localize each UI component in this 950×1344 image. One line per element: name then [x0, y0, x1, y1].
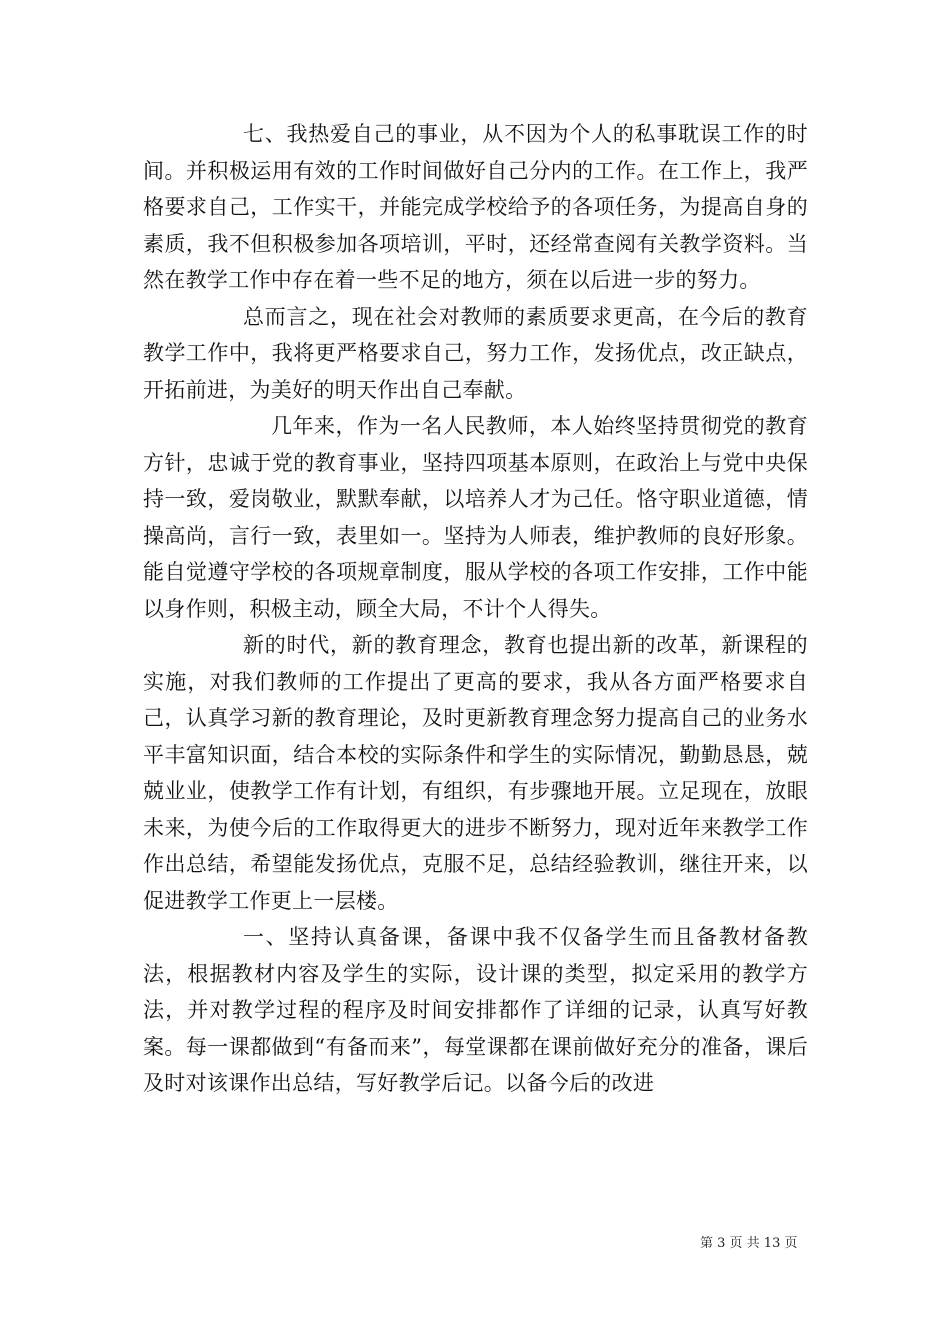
document-body	[143, 116, 808, 1102]
paragraph-dedication: 七、我热爱自己的事业，从不因为个人的私事耽误工作的时间。并积极运用有效的工作时间做好自己分内的工作。在工作上，我严格要求自己，工作实干，并能完成学校给予的各项任务，为提高自身的素质，我不但积极参加各项培训，平时，还经常查阅有关教学资料。当然在教学工作中存在着一些不足的地方，须在以后进一步的努力。	[143, 122, 808, 292]
paragraph-lesson-prep: 一、坚持认真备课，备课中我不仅备学生而且备教材备教法，根据教材内容及学生的实际，设计课的类型，拟定采用的教学方法，并对教学过程的程序及时间安排都作了详细的记录，认真写好教案。每一课都做到“有备而来”，每堂课都在课前做好充分的准备，课后及时对该课作出总结，写好教学后记。以备今后的改进	[143, 925, 808, 1095]
paragraph-conclusion: 总而言之，现在社会对教师的素质要求更高，在今后的教育教学工作中，我将更严格要求自己，努力工作，发扬优点，改正缺点，开拓前进，为美好的明天作出自己奉献。	[143, 304, 808, 402]
page-number: 第 3 页 共 13 页	[700, 1236, 798, 1251]
paragraph-new-era: 新的时代，新的教育理念，教育也提出新的改革，新课程的实施，对我们教师的工作提出了更高的要求，我从各方面严格要求自己，认真学习新的教育理论，及时更新教育理念努力提高自己的业务水平丰富知识面，结合本校的实际条件和学生的实际情况，勤勤恳恳，兢兢业业，使教学工作有计划，有组织，有步骤地开展。立足现在，放眼未来，为使今后的工作取得更大的进步不断努力，现对近年来教学工作作出总结，希望能发扬优点，克服不足，总结经验教训，继往开来，以促进教学工作更上一层楼。	[143, 633, 808, 913]
paragraph-teacher-conduct: 几年来，作为一名人民教师，本人始终坚持贯彻党的教育方针，忠诚于党的教育事业，坚持四项基本原则，在政治上与党中央保持一致，爱岗敬业，默默奉献，以培养人才为己任。恪守职业道德，情操高尚，言行一致，表里如一。坚持为人师表，维护教师的良好形象。能自觉遵守学校的各项规章制度，服从学校的各项工作安排，工作中能以身作则，积极主动，顾全大局，不计个人得失。	[143, 414, 808, 621]
